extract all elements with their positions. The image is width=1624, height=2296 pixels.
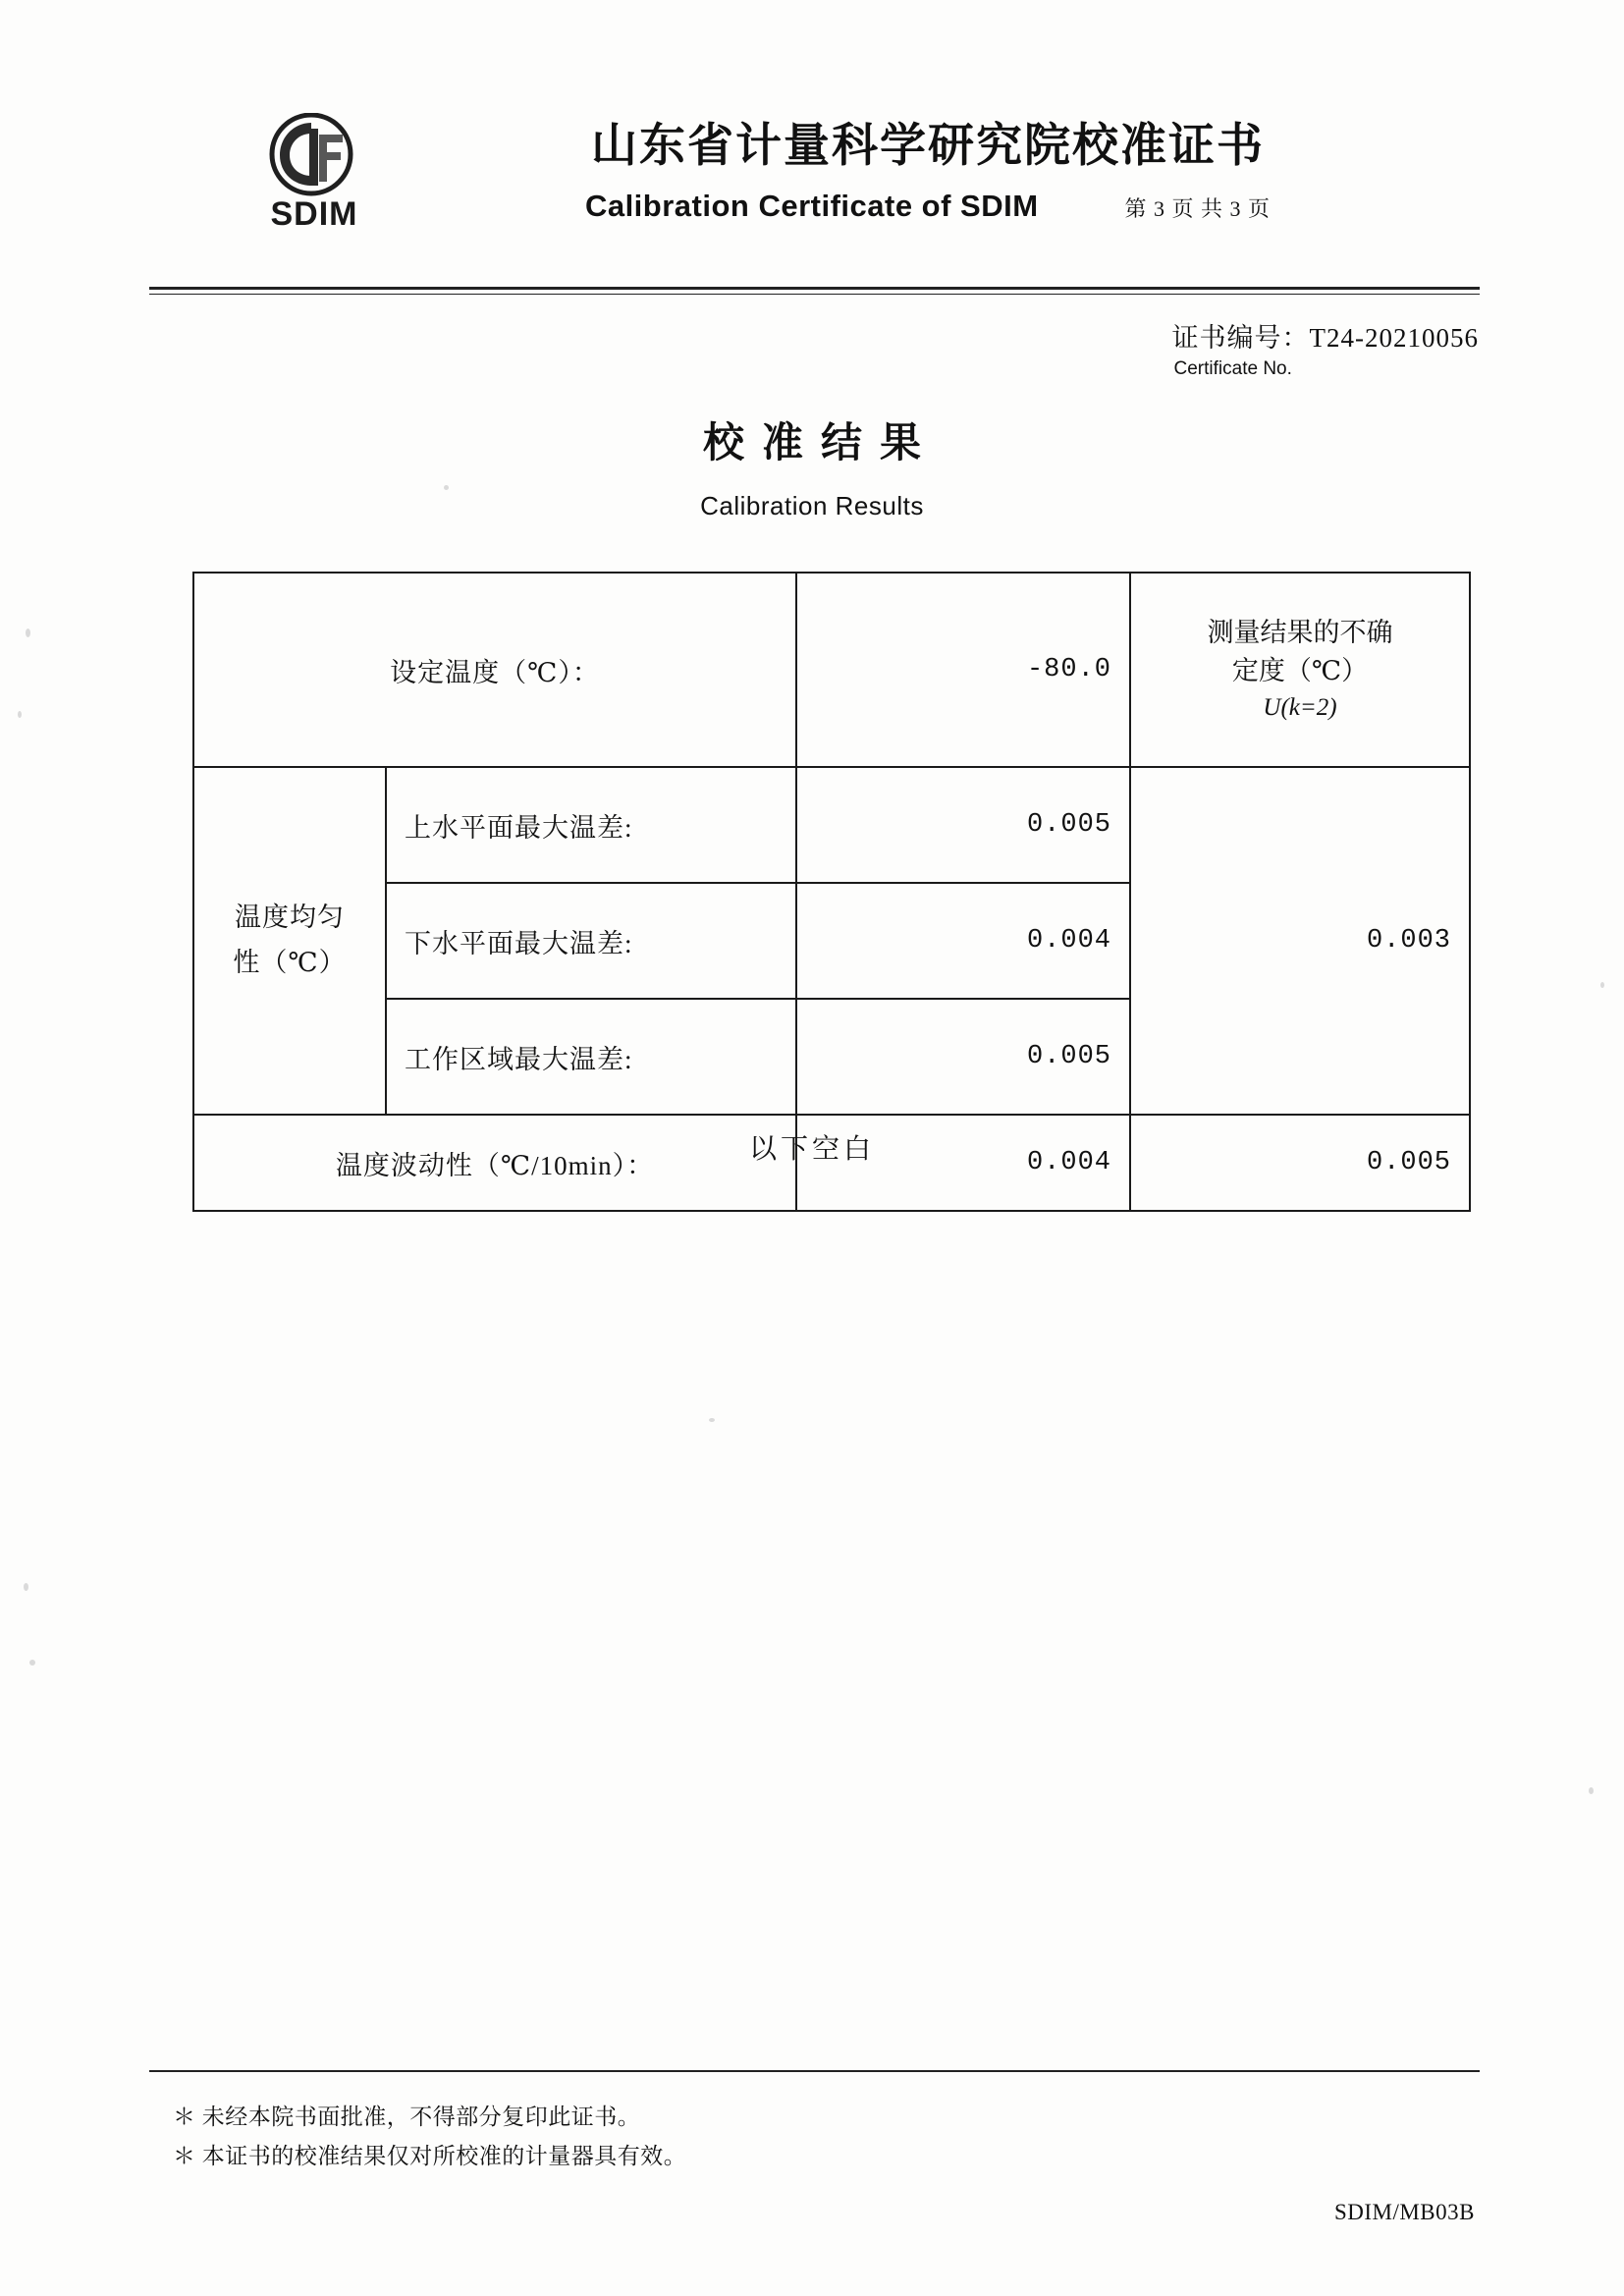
scan-speck	[29, 1660, 35, 1666]
uniformity-label-line2: 性（℃）	[233, 948, 347, 977]
set-temperature-value: -80.0	[796, 573, 1130, 767]
certificate-number-block	[1172, 316, 1479, 380]
uniformity-row-value-1: 0.004	[796, 883, 1130, 999]
uniformity-row-value-0: 0.005	[796, 767, 1130, 883]
scan-speck	[18, 711, 22, 718]
uniformity-row-label-2: 工作区域最大温差:	[386, 999, 796, 1115]
uncertainty-header-line1: 测量结果的不确	[1207, 617, 1393, 647]
uniformity-label-line1: 温度均匀	[235, 902, 345, 933]
document-title-cn: 山东省计量科学研究院校准证书	[591, 121, 1265, 172]
uniformity-row-label-0: 上水平面最大温差:	[386, 767, 796, 883]
footer-divider	[149, 2070, 1480, 2072]
fluctuation-uncertainty-value: 0.005	[1130, 1115, 1470, 1211]
document-header	[147, 103, 1483, 241]
scan-speck	[26, 629, 30, 637]
footer-notes	[173, 2098, 686, 2177]
scan-speck	[24, 1583, 28, 1591]
sdim-logo	[250, 113, 383, 241]
uncertainty-header	[1130, 573, 1470, 767]
certificate-number-line	[1172, 316, 1479, 355]
calibration-results-table	[192, 572, 1471, 1212]
scan-speck	[1589, 1787, 1594, 1794]
section-title-cn: 校准结果	[702, 421, 939, 466]
table-row	[193, 573, 1470, 767]
scan-speck	[444, 485, 449, 490]
uncertainty-header-line3: U(k=2)	[1263, 694, 1337, 722]
scan-speck	[1600, 982, 1604, 988]
sdim-logo-icon	[260, 113, 362, 203]
uniformity-uncertainty-value: 0.003	[1130, 767, 1470, 1115]
header-titles	[412, 103, 1483, 224]
blank-below-note: 以下空白	[748, 1134, 875, 1165]
uncertainty-header-line2: 定度（℃）	[1231, 655, 1369, 685]
certificate-number-value: T24-20210056	[1309, 323, 1479, 353]
page-number: 第 3 页 共 3 页	[1124, 196, 1272, 221]
table-row	[193, 767, 1470, 883]
sdim-logo-text: SDIM	[270, 195, 358, 233]
scan-speck	[709, 1418, 715, 1422]
footer-note-2: ＊ 本证书的校准结果仅对所校准的计量器具有效。	[173, 2144, 687, 2169]
uniformity-row-label-1: 下水平面最大温差:	[386, 883, 796, 999]
section-title-en: Calibration Results	[700, 491, 924, 520]
set-temperature-label: 设定温度（℃）：	[193, 573, 796, 767]
document-title-en: Calibration Certificate of SDIM	[584, 189, 1039, 223]
header-divider	[149, 287, 1480, 295]
fluctuation-value: 0.004	[796, 1115, 1130, 1211]
fluctuation-label: 温度波动性（℃/10min）：	[193, 1115, 796, 1211]
footer-note-1: ＊ 未经本院书面批准，不得部分复印此证书。	[173, 2105, 641, 2129]
footer-form-code: SDIM/MB03B	[1333, 2200, 1475, 2224]
uniformity-row-value-2: 0.005	[796, 999, 1130, 1115]
certificate-number-label-en: Certificate No.	[1173, 358, 1292, 379]
certificate-number-label: 证书编号：	[1171, 323, 1310, 353]
uniformity-label	[193, 767, 386, 1115]
